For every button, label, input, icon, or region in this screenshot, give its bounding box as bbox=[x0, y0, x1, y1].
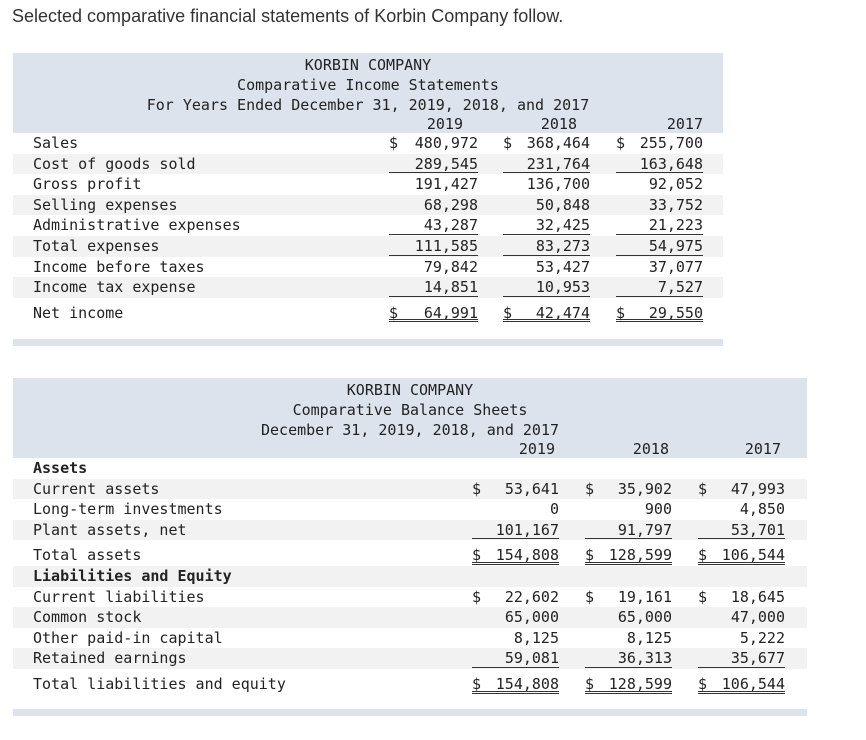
balance-row-total-liabilities-and-equity bbox=[13, 674, 807, 695]
value-cell-2019 bbox=[472, 607, 559, 628]
amount: 47,000 bbox=[730, 608, 785, 627]
value-cell-2017 bbox=[616, 303, 703, 324]
value-cell-2019 bbox=[389, 236, 478, 257]
row-label: Total liabilities and equity bbox=[33, 674, 286, 693]
amount: 53,427 bbox=[535, 257, 590, 276]
value-cell-2018 bbox=[503, 257, 590, 278]
income-footer-bar bbox=[13, 339, 723, 346]
value-cell-2017 bbox=[616, 277, 703, 298]
value-cell-2017 bbox=[698, 587, 785, 608]
currency-symbol: $ bbox=[616, 134, 626, 152]
value-cell-2017 bbox=[698, 674, 785, 695]
income-row-administrative-expenses bbox=[13, 215, 723, 236]
value-cell-2018 bbox=[503, 303, 590, 324]
amount: 21,223 bbox=[648, 216, 703, 235]
income-row-cost-of-goods-sold bbox=[13, 154, 723, 175]
balance-row-long-term-investments bbox=[13, 499, 807, 520]
row-label: Retained earnings bbox=[33, 649, 187, 668]
amount: 14,851 bbox=[423, 278, 478, 297]
amount: 22,602 bbox=[504, 587, 559, 606]
amount: 900 bbox=[644, 500, 672, 519]
value-cell-2017 bbox=[698, 607, 785, 628]
balance-sheet-rows bbox=[13, 458, 807, 695]
row-label: Current liabilities bbox=[33, 587, 205, 606]
row-label: Net income bbox=[33, 303, 124, 322]
value-cell-2018 bbox=[585, 520, 672, 541]
currency-symbol: $ bbox=[585, 546, 595, 565]
row-label: Plant assets, net bbox=[33, 520, 187, 539]
income-row-total-expenses bbox=[13, 236, 723, 257]
income-row-gross-profit bbox=[13, 174, 723, 195]
balance-sheet-title: Comparative Balance Sheets bbox=[292, 401, 528, 419]
value-cell-2019 bbox=[472, 628, 559, 649]
income-statement-title: Comparative Income Statements bbox=[237, 76, 499, 94]
value-cell-2017 bbox=[616, 174, 703, 195]
value-cell-2018 bbox=[585, 674, 672, 695]
income-row-selling-expenses bbox=[13, 195, 723, 216]
currency-symbol: $ bbox=[585, 674, 595, 693]
value-cell-2019 bbox=[389, 257, 478, 278]
income-year-headers bbox=[13, 115, 723, 133]
value-cell-2018 bbox=[585, 587, 672, 608]
amount: 5,222 bbox=[739, 628, 785, 647]
amount: 33,752 bbox=[648, 195, 703, 214]
row-label: Income before taxes bbox=[33, 257, 205, 276]
income-statement-rows bbox=[13, 133, 723, 323]
amount: 32,425 bbox=[535, 216, 590, 235]
amount: 0 bbox=[549, 500, 559, 519]
balance-sheet-table bbox=[13, 378, 807, 716]
value-cell-2019 bbox=[389, 154, 478, 175]
currency-symbol: $ bbox=[585, 587, 595, 606]
row-label: Selling expenses bbox=[33, 195, 178, 214]
amount: 91,797 bbox=[617, 520, 672, 539]
balance-year-2017: 2017 bbox=[744, 440, 781, 458]
amount: 43,287 bbox=[423, 216, 478, 235]
amount: 106,544 bbox=[721, 674, 785, 693]
amount: 65,000 bbox=[504, 608, 559, 627]
balance-year-headers bbox=[13, 440, 807, 458]
value-cell-2019 bbox=[389, 133, 478, 154]
amount: 231,764 bbox=[526, 154, 590, 173]
amount: 18,645 bbox=[730, 587, 785, 606]
amount: 37,077 bbox=[648, 257, 703, 276]
income-year-2017: 2017 bbox=[666, 115, 703, 133]
balance-row-retained-earnings bbox=[13, 648, 807, 669]
amount: 289,545 bbox=[414, 154, 478, 173]
value-cell-2018 bbox=[585, 648, 672, 669]
value-cell-2017 bbox=[616, 154, 703, 175]
amount: 154,808 bbox=[495, 546, 559, 565]
amount: 128,599 bbox=[608, 674, 672, 693]
value-cell-2018 bbox=[503, 154, 590, 175]
value-cell-2019 bbox=[389, 195, 478, 216]
value-cell-2018 bbox=[503, 215, 590, 236]
row-label: Sales bbox=[33, 134, 79, 152]
balance-company-name: KORBIN COMPANY bbox=[346, 381, 474, 399]
balance-row-current-assets bbox=[13, 479, 807, 500]
amount: 480,972 bbox=[414, 134, 478, 152]
value-cell-2018 bbox=[585, 479, 672, 500]
value-cell-2017 bbox=[616, 215, 703, 236]
row-label: Income tax expense bbox=[33, 278, 196, 297]
balance-row-current-liabilities bbox=[13, 587, 807, 608]
income-row-income-before-taxes bbox=[13, 257, 723, 278]
row-label: Common stock bbox=[33, 608, 142, 627]
row-label: Long-term investments bbox=[33, 500, 223, 519]
amount: 64,991 bbox=[423, 303, 478, 322]
value-cell-2018 bbox=[585, 499, 672, 520]
value-cell-2018 bbox=[503, 277, 590, 298]
row-label: Total assets bbox=[33, 546, 142, 565]
currency-symbol: $ bbox=[698, 479, 708, 498]
balance-row-plant-assets-net bbox=[13, 520, 807, 541]
amount: 106,544 bbox=[721, 546, 785, 565]
income-year-2019: 2019 bbox=[426, 115, 463, 133]
income-company-name: KORBIN COMPANY bbox=[304, 56, 432, 74]
value-cell-2017 bbox=[698, 628, 785, 649]
currency-symbol: $ bbox=[698, 546, 708, 565]
amount: 163,648 bbox=[639, 154, 703, 173]
row-label: Current assets bbox=[33, 479, 160, 498]
amount: 50,848 bbox=[535, 195, 590, 214]
amount: 136,700 bbox=[526, 175, 590, 194]
balance-sheet-header bbox=[13, 378, 807, 458]
amount: 29,550 bbox=[648, 303, 703, 322]
income-row-sales bbox=[13, 133, 723, 154]
amount: 8,125 bbox=[513, 628, 559, 647]
value-cell-2018 bbox=[585, 628, 672, 649]
value-cell-2019 bbox=[389, 277, 478, 298]
income-row-net-income bbox=[13, 303, 723, 324]
currency-symbol: $ bbox=[389, 303, 399, 322]
amount: 10,953 bbox=[535, 278, 590, 297]
currency-symbol: $ bbox=[698, 587, 708, 606]
income-statement-period: For Years Ended December 31, 2019, 2018, and 2017 bbox=[146, 96, 590, 114]
amount: 42,474 bbox=[535, 303, 590, 322]
value-cell-2019 bbox=[472, 545, 559, 566]
value-cell-2019 bbox=[472, 648, 559, 669]
currency-symbol: $ bbox=[472, 479, 482, 498]
value-cell-2019 bbox=[389, 215, 478, 236]
amount: 8,125 bbox=[626, 628, 672, 647]
income-statement-table bbox=[13, 53, 723, 346]
amount: 35,677 bbox=[730, 649, 785, 668]
intro-text: Selected comparative financial statements of Korbin Company follow. bbox=[12, 6, 564, 26]
value-cell-2019 bbox=[389, 303, 478, 324]
value-cell-2017 bbox=[698, 499, 785, 520]
amount: 19,161 bbox=[617, 587, 672, 606]
currency-symbol: $ bbox=[616, 303, 626, 322]
value-cell-2019 bbox=[472, 520, 559, 541]
row-label: Assets bbox=[33, 459, 88, 477]
balance-sheet-period: December 31, 2019, 2018, and 2017 bbox=[260, 421, 559, 439]
value-cell-2018 bbox=[503, 236, 590, 257]
amount: 101,167 bbox=[495, 520, 559, 539]
value-cell-2017 bbox=[616, 257, 703, 278]
currency-symbol: $ bbox=[698, 674, 708, 693]
income-statement-header bbox=[13, 53, 723, 133]
amount: 53,641 bbox=[504, 479, 559, 498]
balance-row-total-assets bbox=[13, 545, 807, 566]
value-cell-2018 bbox=[585, 545, 672, 566]
currency-symbol: $ bbox=[472, 587, 482, 606]
value-cell-2018 bbox=[585, 607, 672, 628]
currency-symbol: $ bbox=[389, 134, 399, 152]
amount: 54,975 bbox=[648, 236, 703, 255]
amount: 65,000 bbox=[617, 608, 672, 627]
value-cell-2017 bbox=[616, 236, 703, 257]
value-cell-2019 bbox=[389, 174, 478, 195]
row-label: Liabilities and Equity bbox=[33, 566, 232, 585]
value-cell-2019 bbox=[472, 479, 559, 500]
row-label: Administrative expenses bbox=[33, 216, 241, 235]
balance-row-other-paid-in-capital bbox=[13, 628, 807, 649]
amount: 79,842 bbox=[423, 257, 478, 276]
value-cell-2017 bbox=[698, 545, 785, 566]
value-cell-2018 bbox=[503, 174, 590, 195]
income-row-income-tax-expense bbox=[13, 277, 723, 298]
balance-row-common-stock bbox=[13, 607, 807, 628]
row-label: Gross profit bbox=[33, 175, 142, 194]
amount: 191,427 bbox=[414, 175, 478, 194]
balance-row-assets bbox=[13, 458, 807, 479]
row-label: Other paid-in capital bbox=[33, 628, 223, 647]
balance-row-liabilities-and-equity bbox=[13, 566, 807, 587]
amount: 4,850 bbox=[739, 500, 785, 519]
amount: 68,298 bbox=[423, 195, 478, 214]
value-cell-2019 bbox=[472, 674, 559, 695]
currency-symbol: $ bbox=[472, 674, 482, 693]
value-cell-2018 bbox=[503, 195, 590, 216]
row-label: Cost of goods sold bbox=[33, 154, 196, 173]
balance-year-2019: 2019 bbox=[518, 440, 555, 458]
row-label: Total expenses bbox=[33, 236, 160, 255]
balance-year-2018: 2018 bbox=[632, 440, 669, 458]
amount: 59,081 bbox=[504, 649, 559, 668]
amount: 128,599 bbox=[608, 546, 672, 565]
amount: 83,273 bbox=[535, 236, 590, 255]
currency-symbol: $ bbox=[503, 134, 513, 152]
value-cell-2017 bbox=[616, 133, 703, 154]
amount: 255,700 bbox=[639, 134, 703, 152]
value-cell-2019 bbox=[472, 499, 559, 520]
currency-symbol: $ bbox=[472, 546, 482, 565]
amount: 7,527 bbox=[657, 278, 703, 297]
amount: 53,701 bbox=[730, 520, 785, 539]
value-cell-2017 bbox=[616, 195, 703, 216]
value-cell-2019 bbox=[472, 587, 559, 608]
currency-symbol: $ bbox=[585, 479, 595, 498]
amount: 36,313 bbox=[617, 649, 672, 668]
value-cell-2018 bbox=[503, 133, 590, 154]
currency-symbol: $ bbox=[503, 303, 513, 322]
amount: 111,585 bbox=[414, 236, 478, 255]
value-cell-2017 bbox=[698, 479, 785, 500]
value-cell-2017 bbox=[698, 520, 785, 541]
income-year-2018: 2018 bbox=[540, 115, 577, 133]
value-cell-2017 bbox=[698, 648, 785, 669]
amount: 368,464 bbox=[526, 134, 590, 152]
amount: 154,808 bbox=[495, 674, 559, 693]
amount: 92,052 bbox=[648, 175, 703, 194]
amount: 47,993 bbox=[730, 479, 785, 498]
balance-footer-bar bbox=[13, 709, 807, 716]
amount: 35,902 bbox=[617, 479, 672, 498]
